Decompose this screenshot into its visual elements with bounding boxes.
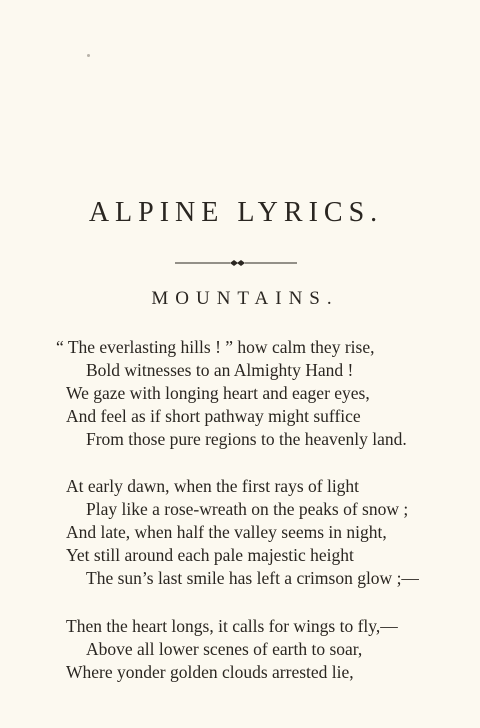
poem-line: Bold witnesses to an Almighty Hand ! — [86, 360, 354, 380]
poem-line: And feel as if short pathway might suffice — [66, 406, 361, 426]
poem-line: Where yonder golden clouds arrested lie, — [66, 662, 354, 682]
poem-line: From those pure regions to the heavenly land. — [86, 429, 407, 449]
poem-line: Then the heart longs, it calls for wings to fly,— — [66, 616, 398, 636]
poem-line: We gaze with longing heart and eager eyes, — [66, 383, 370, 403]
paper-speck — [87, 54, 90, 57]
poem-line: “ The everlasting hills ! ” how calm they rise, — [56, 337, 375, 357]
poem-line: And late, when half the valley seems in night, — [66, 522, 387, 542]
poem-line: At early dawn, when the first rays of light — [66, 476, 360, 496]
divider-ornament — [175, 258, 297, 268]
poem-line: Above all lower scenes of earth to soar, — [86, 639, 363, 659]
book-title: ALPINE LYRICS. — [88, 197, 384, 228]
poem-line: Yet still around each pale majestic height — [66, 545, 354, 565]
poem-line: The sun’s last smile has left a crimson glow ;— — [86, 568, 419, 588]
poem-line: Play like a rose-wreath on the peaks of snow ; — [86, 499, 409, 519]
poem-title: MOUNTAINS. — [151, 288, 339, 309]
